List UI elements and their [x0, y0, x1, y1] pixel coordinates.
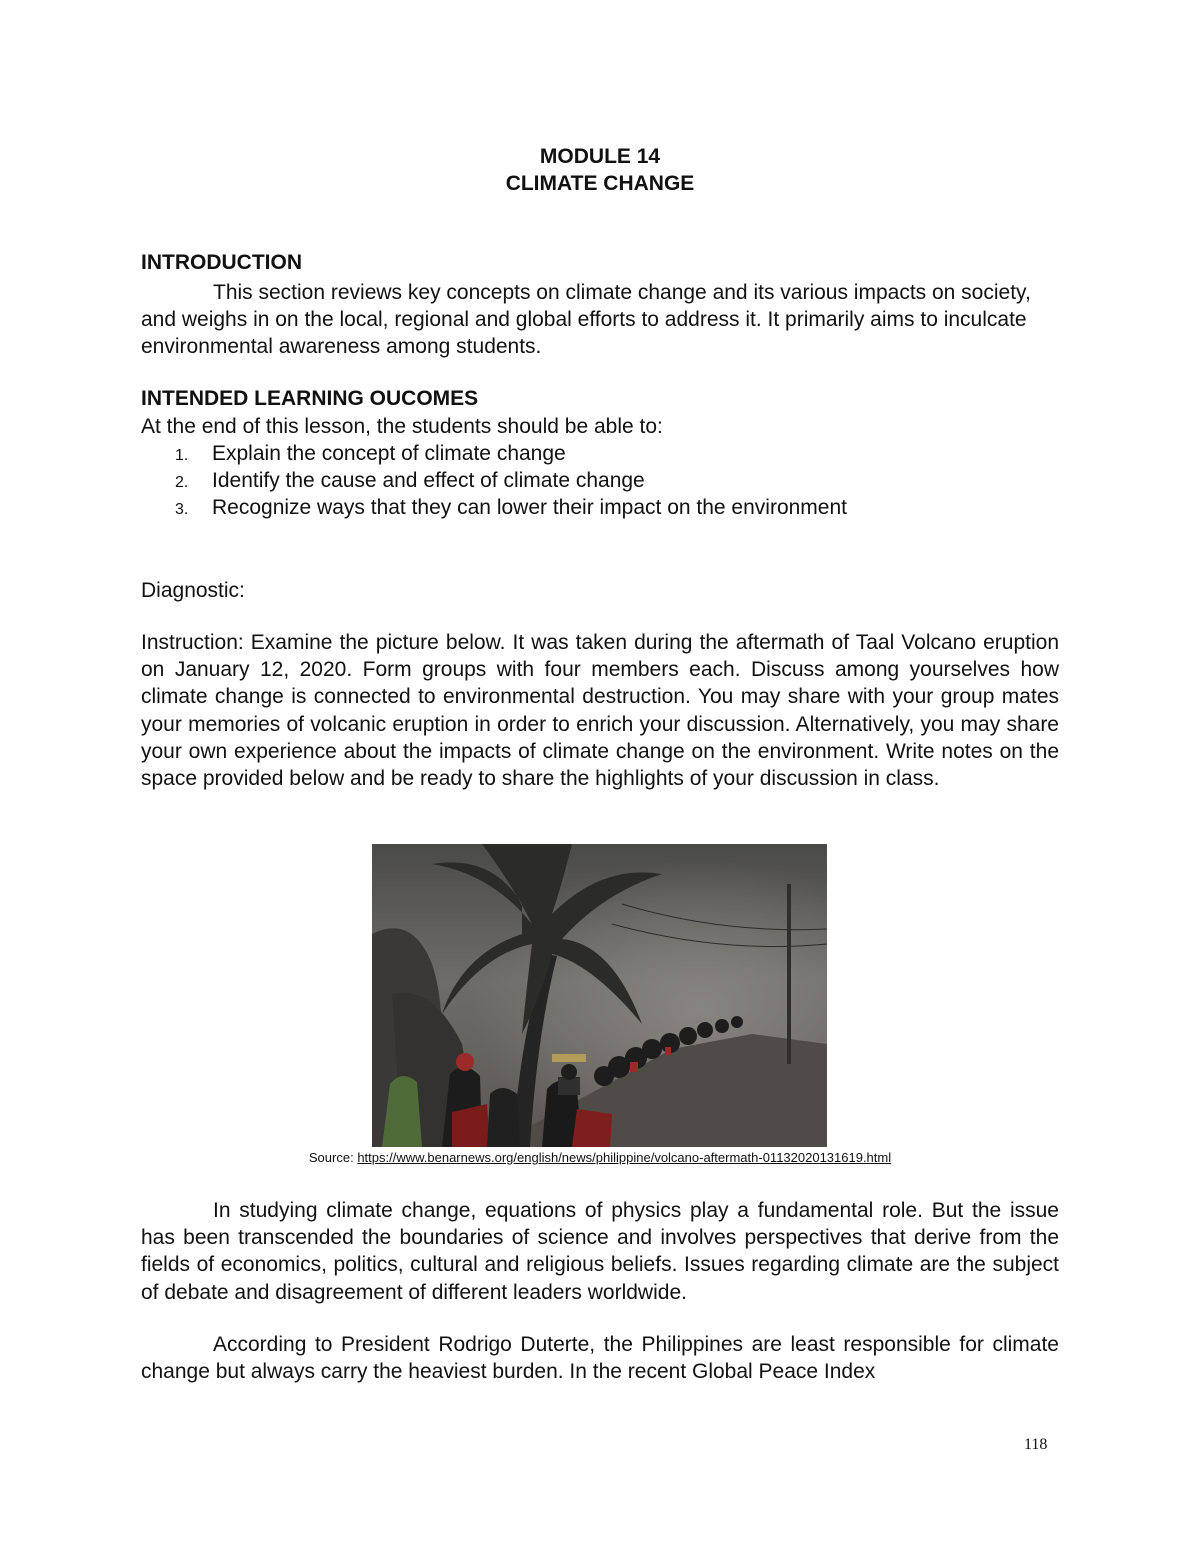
outcomes-heading: INTENDED LEARNING OUCOMES	[141, 387, 479, 410]
diagnostic-label: Diagnostic:	[141, 579, 245, 602]
introduction-heading: INTRODUCTION	[141, 251, 302, 274]
list-item	[141, 467, 1041, 494]
module-number: MODULE 14	[539, 145, 661, 168]
list-item-text: Explain the concept of climate change	[212, 442, 566, 465]
outcomes-list	[141, 440, 1041, 521]
figure-source	[0, 1150, 1200, 1165]
volcano-aftermath-photo	[372, 844, 827, 1147]
list-item-number: 2.	[175, 474, 189, 491]
body-paragraph-2: According to President Rodrigo Duterte, the Philippines are least responsible for climate change but always carry the heaviest burden. In the recent Global Peace Index	[141, 1333, 1059, 1384]
list-item-number: 3.	[175, 501, 189, 518]
list-item-text: Identify the cause and effect of climate change	[212, 469, 645, 492]
introduction-text: This section reviews key concepts on climate change and its various impacts on society, and weighs in on the local, regional and global efforts to address it. It primarily aims to inculcate environmental awareness among students.	[141, 281, 1031, 359]
body-paragraph-1: In studying climate change, equations of physics play a fundamental role. But the issue has been transcended the boundaries of science and involves perspectives that derive from the fields of economics, politics, cultural and religious beliefs. Issues regarding climate are the subject of debate and disagreement of different leaders worldwide.	[141, 1199, 1059, 1304]
list-item	[141, 440, 1041, 467]
source-label: Source:	[308, 1150, 354, 1165]
page-number: 118	[1024, 1436, 1048, 1453]
module-title: CLIMATE CHANGE	[505, 172, 695, 195]
list-item	[141, 494, 1041, 521]
list-item-text: Recognize ways that they can lower their impact on the environment	[212, 496, 847, 519]
outcomes-lead: At the end of this lesson, the students should be able to:	[141, 415, 663, 438]
diagnostic-instruction: Instruction: Examine the picture below. It was taken during the aftermath of Taal Volcano eruption on January 12, 2020. Form groups with four members each. Discuss among yourselves how climate change is connected to environmental destruction. You may share with your group mates your memories of volcanic eruption in order to enrich your discussion. Alternatively, you may share your own experience about the impacts of climate change on the environment. Write notes on the space provided below and be ready to share the highlights of your discussion in class.	[141, 631, 1059, 791]
source-link[interactable]: https://www.benarnews.org/english/news/philippine/volcano-aftermath-01132020131619.html	[357, 1150, 892, 1165]
list-item-number: 1.	[175, 447, 189, 464]
